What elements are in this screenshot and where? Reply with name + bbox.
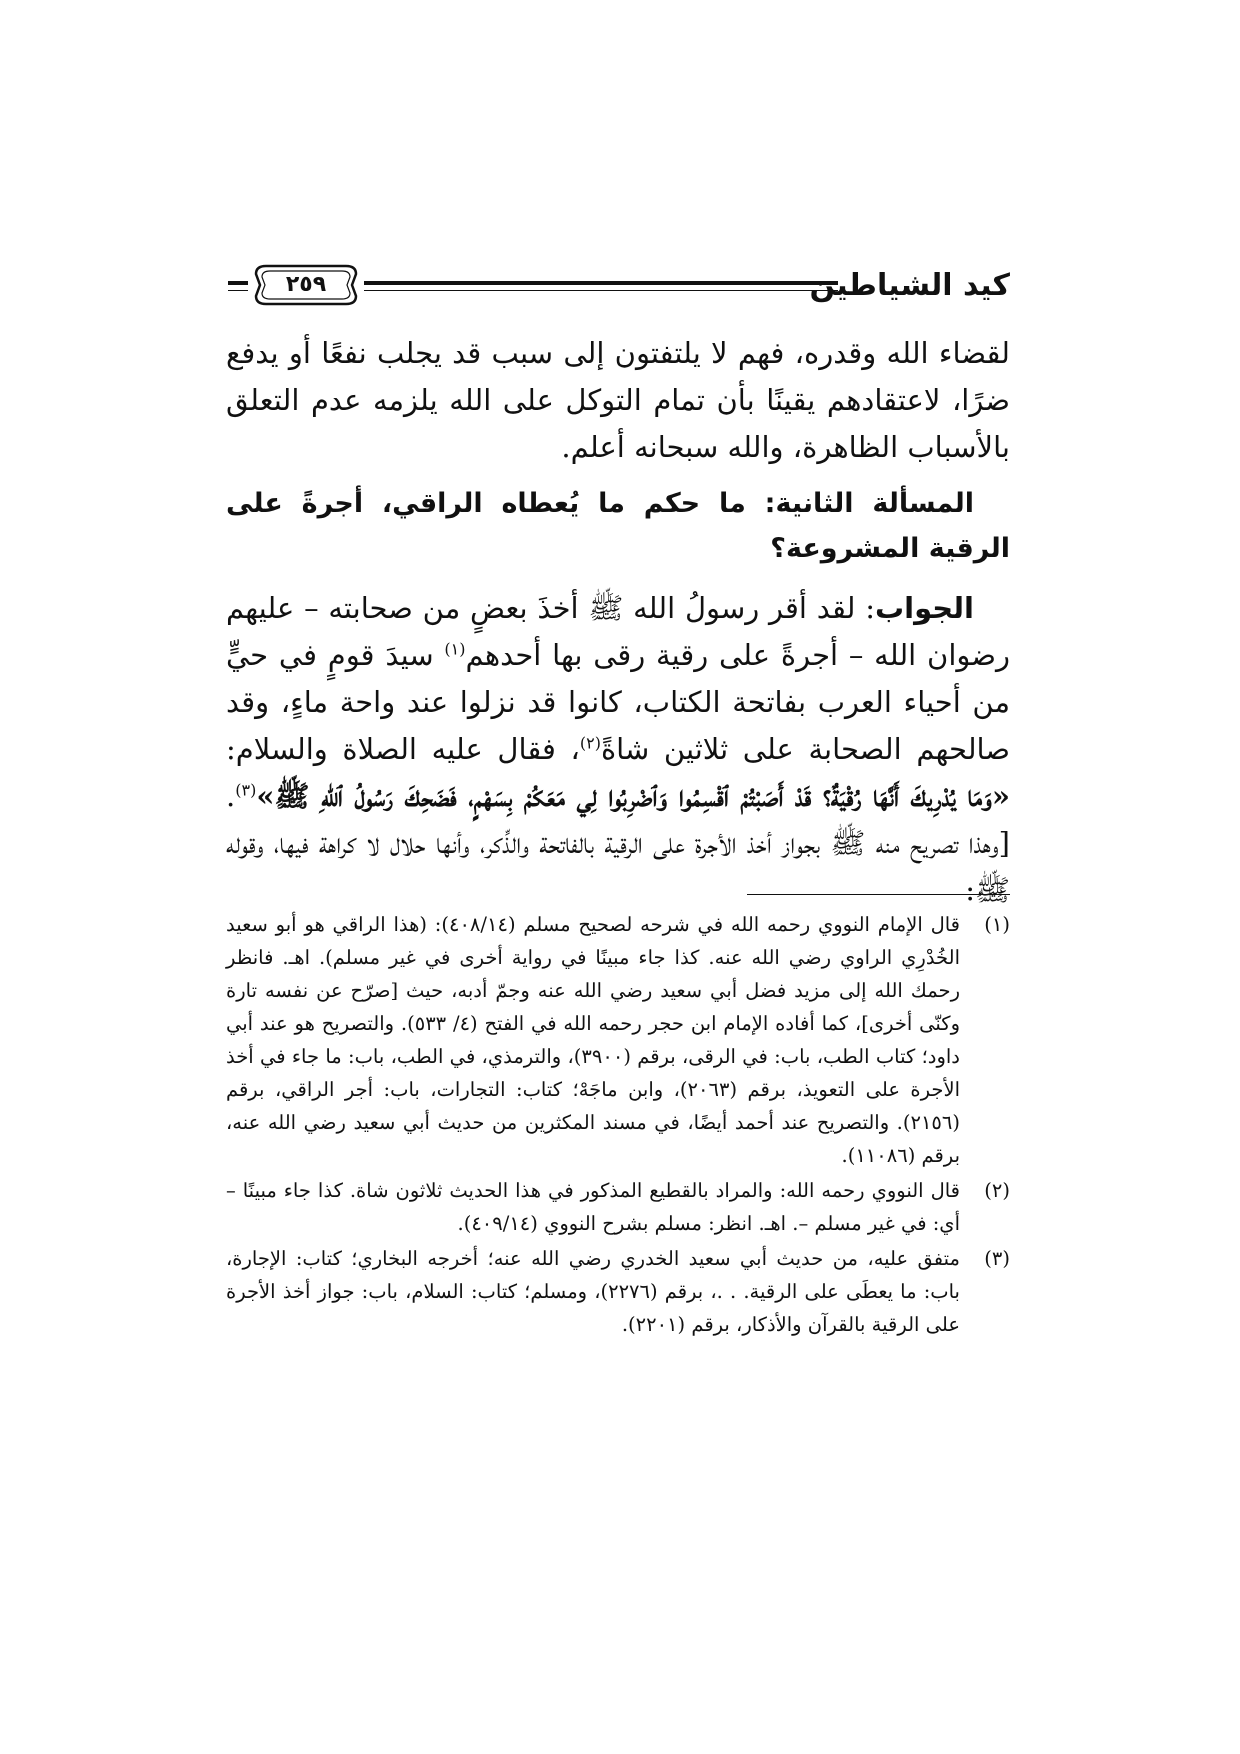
page-header <box>228 262 1010 318</box>
footnote-ref-1[interactable]: (١) <box>444 639 466 659</box>
footnote-1 <box>226 908 1010 1172</box>
header-rule-thick <box>364 281 838 285</box>
footnote-3 <box>226 1242 1010 1341</box>
header-rule-left-thin <box>228 290 248 291</box>
footnote-number: (١) <box>984 913 1010 936</box>
page-number: ٢٥٩ <box>285 272 327 297</box>
footnote-2 <box>226 1174 1010 1240</box>
answer-text-d: . [وهذا تصريح منه ﷺ بجواز أخذ الأجرة على الرقية بالفاتحة والذِّكر، وأنها حلال لا كراهة فيها، وقوله ﷺ: <box>226 779 1010 907</box>
header-rule-thin <box>364 290 838 291</box>
section-heading: المسألة الثانية: ما حكم ما يُعطاه الراقي، أجرةً على الرقية المشروعة؟ <box>226 488 1010 564</box>
main-text <box>226 330 1010 924</box>
page-number-frame <box>252 262 360 308</box>
footnote-ref-2[interactable]: (٢) <box>579 733 601 753</box>
footnotes <box>226 908 1010 1343</box>
footnote-number: (٢) <box>984 1179 1010 1202</box>
answer-text-b: سيدَ قومٍ في حيٍّ من أحياء العرب بفاتحة الكتاب، كانوا قد نزلوا عند واحة ماءٍ، وقد صالحهم الصحابة على ثلاثين شاةً <box>226 638 1011 766</box>
answer-text-a: : لقد أقر رسولُ الله ﷺ أخذَ بعضٍ من صحابته – عليهم رضوان الله – أجرةً على رقية رقى بها أحدهم <box>226 591 1010 672</box>
running-title: كيد الشياطين <box>809 268 1010 303</box>
footnote-text: قال الإمام النووي رحمه الله في شرحه لصحيح مسلم (٤٠٨/١٤): (هذا الراقي هو أبو سعيد الخُدْرِي الراوي رضي الله عنه. كذا جاء مبينًا في رواية أخرى في غير مسلم). اهـ. فانظر رحمك الله إلى مزيد فضل أبي سعيد رضي الله عنه وجمّ أدبه، حيث [صرّح عن نفسه تارة وكنّى أخرى]، كما أفاده الإمام ابن حجر رحمه الله في الفتح (٤/ ٥٣٣). والتصريح هو عند أبي داود؛ كتاب الطب، باب: في الرقى، برقم (٣٩٠٠)، والترمذي، في الطب، باب: ما جاء في أخذ الأجرة على التعويذ، برقم (٢٠٦٣)، وابن ماجَهْ؛ كتاب: التجارات، باب: أجر الراقي، برقم (٢١٥٦). والتصريح عند أحمد أيضًا، في مسند المكثرين من حديث أبي سعيد رضي الله عنه، برقم (١١٠٨٦). <box>226 913 961 1167</box>
footnote-text: قال النووي رحمه الله: والمراد بالقطيع المذكور في هذا الحديث ثلاثون شاة. كذا جاء مبينًا – أي: في غير مسلم –. اهـ. انظر: مسلم بشرح النووي (٤٠٩/١٤). <box>226 1179 960 1235</box>
footnote-separator <box>747 894 1010 895</box>
footnote-ref-3[interactable]: (٣) <box>235 780 257 800</box>
footnote-number: (٣) <box>984 1247 1010 1270</box>
header-rule-left-thick <box>228 281 248 285</box>
answer-text-c: ، فقال عليه الصلاة والسلام: <box>226 732 580 766</box>
answer-label: الجواب <box>875 591 974 625</box>
hadith-quote: «وَمَا يُدْرِيكَ أَنَّهَا رُقْيَةٌ؟ قَدْ أَصَبْتُمْ ٱقْسِمُوا وَٱضْرِبُوا لِي مَعَكُمْ بِسَهْمٍ، فَضَحِكَ رَسُولُ ٱللهِ ﷺ» <box>256 779 1010 813</box>
footnote-text: متفق عليه، من حديث أبي سعيد الخدري رضي الله عنه؛ أخرجه البخاري؛ كتاب: الإجارة، باب: ما يعطَى على الرقية. . .، برقم (٢٢٧٦)، ومسلم؛ كتاب: السلام، باب: جواز أخذ الأجرة على الرقية بالقرآن والأذكار، برقم (٢٢٠١). <box>226 1247 960 1336</box>
paragraph-continuation: لقضاء الله وقدره، فهم لا يلتفتون إلى سبب قد يجلب نفعًا أو يدفع ضرًا، لاعتقادهم يقينًا بأن تمام التوكل على الله يلزمه عدم التعلق بالأسباب الظاهرة، والله سبحانه أعلم. <box>226 336 1010 464</box>
paragraph-answer <box>226 585 1010 914</box>
